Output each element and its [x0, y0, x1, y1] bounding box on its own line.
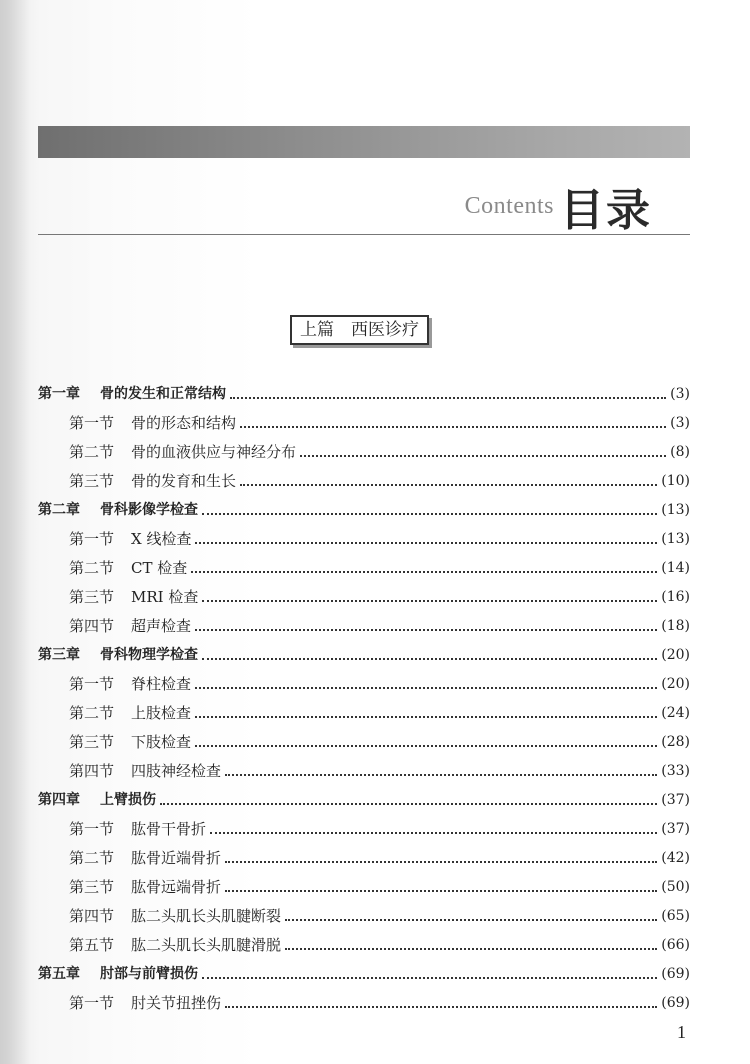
toc-chapter-entry[interactable]: [38, 641, 690, 665]
section-number: 第四节: [69, 617, 115, 635]
section-number: 第一节: [69, 414, 115, 432]
dot-leader: [195, 687, 657, 689]
dot-leader: [225, 1006, 657, 1008]
dot-leader: [191, 571, 657, 573]
page-reference: (66): [661, 937, 690, 953]
toc-section-entry[interactable]: [38, 757, 690, 781]
section-title: 肱骨近端骨折: [131, 849, 222, 867]
dot-leader: [225, 890, 657, 892]
chapter-number: 第三章: [38, 647, 80, 663]
toc-section-entry[interactable]: [38, 844, 690, 868]
section-title: 肱骨远端骨折: [131, 878, 222, 896]
section-number: 第二节: [69, 559, 115, 577]
toc-section-entry[interactable]: [38, 815, 690, 839]
toc-chapter-entry[interactable]: [38, 960, 690, 984]
chapter-title: 骨科影像学检查: [100, 502, 198, 518]
page-reference: (14): [661, 560, 690, 576]
section-title: 骨的形态和结构: [131, 414, 237, 432]
section-number: 第一节: [69, 675, 115, 693]
page-reference: (37): [661, 792, 690, 808]
page-reference: (3): [670, 415, 690, 431]
toc-section-entry[interactable]: [38, 699, 690, 723]
dot-leader: [240, 484, 657, 486]
page-reference: (10): [661, 473, 690, 489]
dot-leader: [195, 542, 657, 544]
dot-leader: [195, 716, 657, 718]
section-number: 第三节: [69, 588, 115, 606]
dot-leader: [195, 745, 657, 747]
section-title: 骨的血液供应与神经分布: [131, 443, 297, 461]
page-reference: (33): [661, 763, 690, 779]
chapter-number: 第四章: [38, 792, 80, 808]
dot-leader: [202, 658, 657, 660]
page-reference: (20): [661, 676, 690, 692]
section-number: 第五节: [69, 936, 115, 954]
page-reference: (24): [661, 705, 690, 721]
section-title: 四肢神经检查: [131, 762, 222, 780]
page-title: 目录: [560, 185, 652, 236]
dot-leader: [195, 629, 657, 631]
section-number: 第三节: [69, 472, 115, 490]
dot-leader: [210, 832, 657, 834]
header-bar: [38, 126, 690, 158]
section-title: 超声检查: [131, 617, 192, 635]
page-reference: (69): [661, 995, 690, 1011]
section-number: 第二节: [69, 704, 115, 722]
chapter-number: 第一章: [38, 386, 80, 402]
dot-leader: [300, 455, 666, 457]
section-title: 肱二头肌长头肌腱滑脱: [131, 936, 282, 954]
page-reference: (20): [661, 647, 690, 663]
page-reference: (13): [661, 502, 690, 518]
section-number: 第二节: [69, 849, 115, 867]
section-title: CT 检查: [131, 559, 188, 577]
section-number: 第四节: [69, 762, 115, 780]
toc-section-entry[interactable]: [38, 902, 690, 926]
toc-chapter-entry[interactable]: [38, 380, 690, 404]
section-number: 第三节: [69, 878, 115, 896]
page-reference: (18): [661, 618, 690, 634]
chapter-number: 第二章: [38, 502, 80, 518]
chapter-title: 上臂损伤: [100, 792, 156, 808]
dot-leader: [230, 397, 666, 399]
page-reference: (50): [661, 879, 690, 895]
page-number: 1: [677, 1022, 686, 1042]
toc-section-entry[interactable]: [38, 670, 690, 694]
chapter-title: 肘部与前臂损伤: [100, 966, 198, 982]
toc-section-entry[interactable]: [38, 525, 690, 549]
section-number: 第三节: [69, 733, 115, 751]
toc-section-entry[interactable]: [38, 438, 690, 462]
section-number: 第一节: [69, 994, 115, 1012]
dot-leader: [225, 774, 657, 776]
section-title: MRI 检查: [131, 588, 199, 606]
header-divider: [38, 234, 690, 235]
section-title: 下肢检查: [131, 733, 192, 751]
toc-chapter-entry[interactable]: [38, 786, 690, 810]
toc-section-entry[interactable]: [38, 554, 690, 578]
section-title: 上肢检查: [131, 704, 192, 722]
dot-leader: [285, 948, 657, 950]
page-reference: (8): [670, 444, 690, 460]
dot-leader: [240, 426, 666, 428]
section-number: 第一节: [69, 530, 115, 548]
section-number: 第四节: [69, 907, 115, 925]
page-reference: (65): [661, 908, 690, 924]
toc-section-entry[interactable]: [38, 931, 690, 955]
page-reference: (37): [661, 821, 690, 837]
contents-label: Contents: [464, 193, 554, 219]
dot-leader: [202, 600, 657, 602]
page-reference: (13): [661, 531, 690, 547]
page-reference: (69): [661, 966, 690, 982]
section-title: 肘关节扭挫伤: [131, 994, 222, 1012]
chapter-title: 骨科物理学检查: [100, 647, 198, 663]
toc-chapter-entry[interactable]: [38, 496, 690, 520]
toc-section-entry[interactable]: [38, 612, 690, 636]
page-reference: (42): [661, 850, 690, 866]
toc-section-entry[interactable]: [38, 583, 690, 607]
binding-shadow: [0, 0, 30, 1064]
toc-section-entry[interactable]: [38, 989, 690, 1013]
toc-section-entry[interactable]: [38, 728, 690, 752]
dot-leader: [202, 977, 657, 979]
chapter-number: 第五章: [38, 966, 80, 982]
toc-section-entry[interactable]: [38, 467, 690, 491]
section-title: 骨的发育和生长: [131, 472, 237, 490]
part-heading: 上篇 西医诊疗: [290, 315, 429, 345]
section-title: 肱骨干骨折: [131, 820, 207, 838]
section-title: X 线检查: [131, 530, 192, 548]
chapter-title: 骨的发生和正常结构: [100, 386, 226, 402]
page-reference: (28): [661, 734, 690, 750]
page-reference: (3): [670, 386, 690, 402]
toc-section-entry[interactable]: [38, 873, 690, 897]
dot-leader: [285, 919, 657, 921]
page-reference: (16): [661, 589, 690, 605]
dot-leader: [160, 803, 657, 805]
section-number: 第二节: [69, 443, 115, 461]
dot-leader: [202, 513, 657, 515]
dot-leader: [225, 861, 657, 863]
section-title: 肱二头肌长头肌腱断裂: [131, 907, 282, 925]
toc-section-entry[interactable]: [38, 409, 690, 433]
section-number: 第一节: [69, 820, 115, 838]
section-title: 脊柱检查: [131, 675, 192, 693]
